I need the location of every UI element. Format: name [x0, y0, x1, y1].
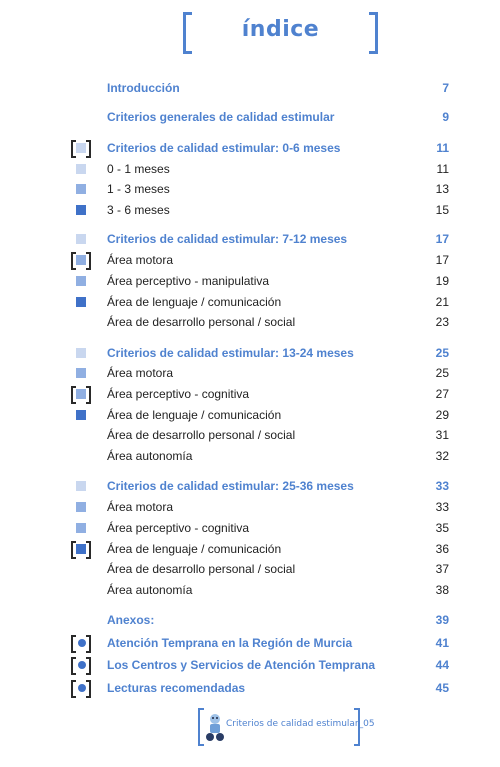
toc-entry[interactable]: [0, 293, 500, 311]
toc-entry-label: Criterios de calidad estimular: 0-6 meses: [107, 141, 341, 155]
color-square-icon: [76, 481, 86, 491]
toc-entry-page: 7: [442, 81, 449, 95]
color-square-icon: [76, 523, 86, 533]
color-square-icon: [76, 348, 86, 358]
toc-entry-label: Área de desarrollo personal / social: [107, 562, 296, 576]
toc-entry[interactable]: [0, 498, 500, 516]
toc-entry-page: 38: [435, 583, 449, 597]
toc-entry[interactable]: [0, 180, 500, 198]
toc-entry-page: 25: [435, 366, 449, 380]
robot-mascot-icon: [205, 712, 225, 742]
toc-entry-page: 11: [436, 162, 449, 176]
toc-entry-label: Área de desarrollo personal / social: [107, 315, 296, 329]
color-square-icon: [76, 143, 86, 153]
toc-entry-page: 17: [435, 232, 449, 246]
bullet-dot-icon: [78, 661, 86, 669]
toc-entry-label: Área motora: [107, 500, 174, 514]
toc-entry[interactable]: [0, 406, 500, 424]
toc-entry-label: Área motora: [107, 253, 174, 267]
toc-entry-label: Lecturas recomendadas: [107, 681, 246, 695]
toc-entry-label: Área perceptivo - cognitiva: [107, 521, 250, 535]
toc-entry-page: 21: [435, 295, 449, 309]
toc-entry[interactable]: [0, 656, 500, 674]
toc-entry-page: 35: [435, 521, 449, 535]
toc-entry-label: Área autonomía: [107, 449, 193, 463]
right-bracket: [369, 12, 378, 54]
color-square-icon: [76, 410, 86, 420]
toc-entry-label: Área perceptivo - cognitiva: [107, 387, 250, 401]
footer-left-bracket: [198, 708, 204, 746]
toc-entry[interactable]: [0, 519, 500, 537]
toc-entry-label: 0 - 1 meses: [107, 162, 170, 176]
color-square-icon: [76, 255, 86, 265]
index-header: [183, 12, 378, 52]
bullet-dot-icon: [78, 684, 86, 692]
toc-entry-label: Área autonomía: [107, 583, 193, 597]
color-square-icon: [76, 368, 86, 378]
toc-entry-page: 17: [435, 253, 449, 267]
toc-entry-page: 29: [435, 408, 449, 422]
toc-entry-label: Área perceptivo - manipulativa: [107, 274, 270, 288]
toc-entry-label: Criterios de calidad estimular: 13-24 meses: [107, 346, 354, 360]
toc-entry[interactable]: [0, 79, 500, 97]
toc-entry-label: Criterios generales de calidad estimular: [107, 110, 335, 124]
toc-entry[interactable]: [0, 251, 500, 269]
toc-entry-label: 3 - 6 meses: [107, 203, 170, 217]
toc-entry-label: Área de lenguaje / comunicación: [107, 408, 282, 422]
toc-entry-page: 23: [435, 315, 449, 329]
toc-entry-label: Criterios de calidad estimular: 25-36 meses: [107, 479, 354, 493]
toc-entry-page: 19: [435, 274, 449, 288]
toc-entry[interactable]: [0, 679, 500, 697]
toc-entry-page: 27: [435, 387, 449, 401]
toc-entry[interactable]: [0, 272, 500, 290]
color-square-icon: [76, 184, 86, 194]
color-square-icon: [76, 544, 86, 554]
footer-text: Criterios de calidad estimular_05: [226, 719, 375, 729]
toc-entry-page: 15: [435, 203, 449, 217]
toc-entry[interactable]: [0, 540, 500, 558]
toc-entry-page: 39: [435, 613, 449, 627]
toc-entry-page: 31: [435, 428, 449, 442]
toc-entry-page: 32: [435, 449, 449, 463]
toc-entry-label: Área motora: [107, 366, 174, 380]
toc-entry-label: Introducción: [107, 81, 180, 95]
toc-entry[interactable]: [0, 108, 500, 126]
footer-right-bracket: [354, 708, 360, 746]
toc-entry[interactable]: [0, 201, 500, 219]
bullet-dot-icon: [78, 639, 86, 647]
toc-entry[interactable]: [0, 560, 500, 578]
color-square-icon: [76, 276, 86, 286]
toc-entry[interactable]: [0, 230, 500, 248]
color-square-icon: [76, 234, 86, 244]
toc-entry[interactable]: [0, 385, 500, 403]
toc-entry-page: 33: [435, 479, 449, 493]
toc-entry-page: 44: [435, 658, 449, 672]
toc-entry[interactable]: [0, 581, 500, 599]
toc-entry[interactable]: [0, 364, 500, 382]
toc-entry-label: Área de lenguaje / comunicación: [107, 542, 282, 556]
toc-entry-page: 33: [435, 500, 449, 514]
toc-entry-page: 41: [435, 636, 449, 650]
toc-entry-page: 45: [435, 681, 449, 695]
toc-entry-page: 9: [442, 110, 449, 124]
color-square-icon: [76, 205, 86, 215]
color-square-icon: [76, 297, 86, 307]
toc-entry[interactable]: [0, 139, 500, 157]
toc-entry[interactable]: [0, 344, 500, 362]
toc-entry[interactable]: [0, 447, 500, 465]
toc-entry-label: Área de lenguaje / comunicación: [107, 295, 282, 309]
toc-entry-page: 36: [435, 542, 449, 556]
toc-entry[interactable]: [0, 313, 500, 331]
toc-entry-label: Área de desarrollo personal / social: [107, 428, 296, 442]
toc-entry[interactable]: [0, 634, 500, 652]
page-footer: [198, 708, 375, 748]
toc-entry[interactable]: [0, 477, 500, 495]
color-square-icon: [76, 389, 86, 399]
toc-entry[interactable]: [0, 160, 500, 178]
toc-entry-label: Anexos:: [107, 613, 155, 627]
color-square-icon: [76, 502, 86, 512]
toc-entry-label: Atención Temprana en la Región de Murcia: [107, 636, 353, 650]
toc-entry-page: 37: [435, 562, 449, 576]
toc-entry[interactable]: [0, 611, 500, 629]
toc-entry-page: 11: [436, 141, 449, 155]
toc-entry-label: Los Centros y Servicios de Atención Temprana: [107, 658, 376, 672]
toc-entry-page: 25: [435, 346, 449, 360]
color-square-icon: [76, 164, 86, 174]
toc-entry[interactable]: [0, 426, 500, 444]
toc-entry-label: Criterios de calidad estimular: 7-12 meses: [107, 232, 348, 246]
toc-entry-label: 1 - 3 meses: [107, 182, 170, 196]
toc-entry-page: 13: [435, 182, 449, 196]
page-title: índice: [241, 17, 320, 42]
